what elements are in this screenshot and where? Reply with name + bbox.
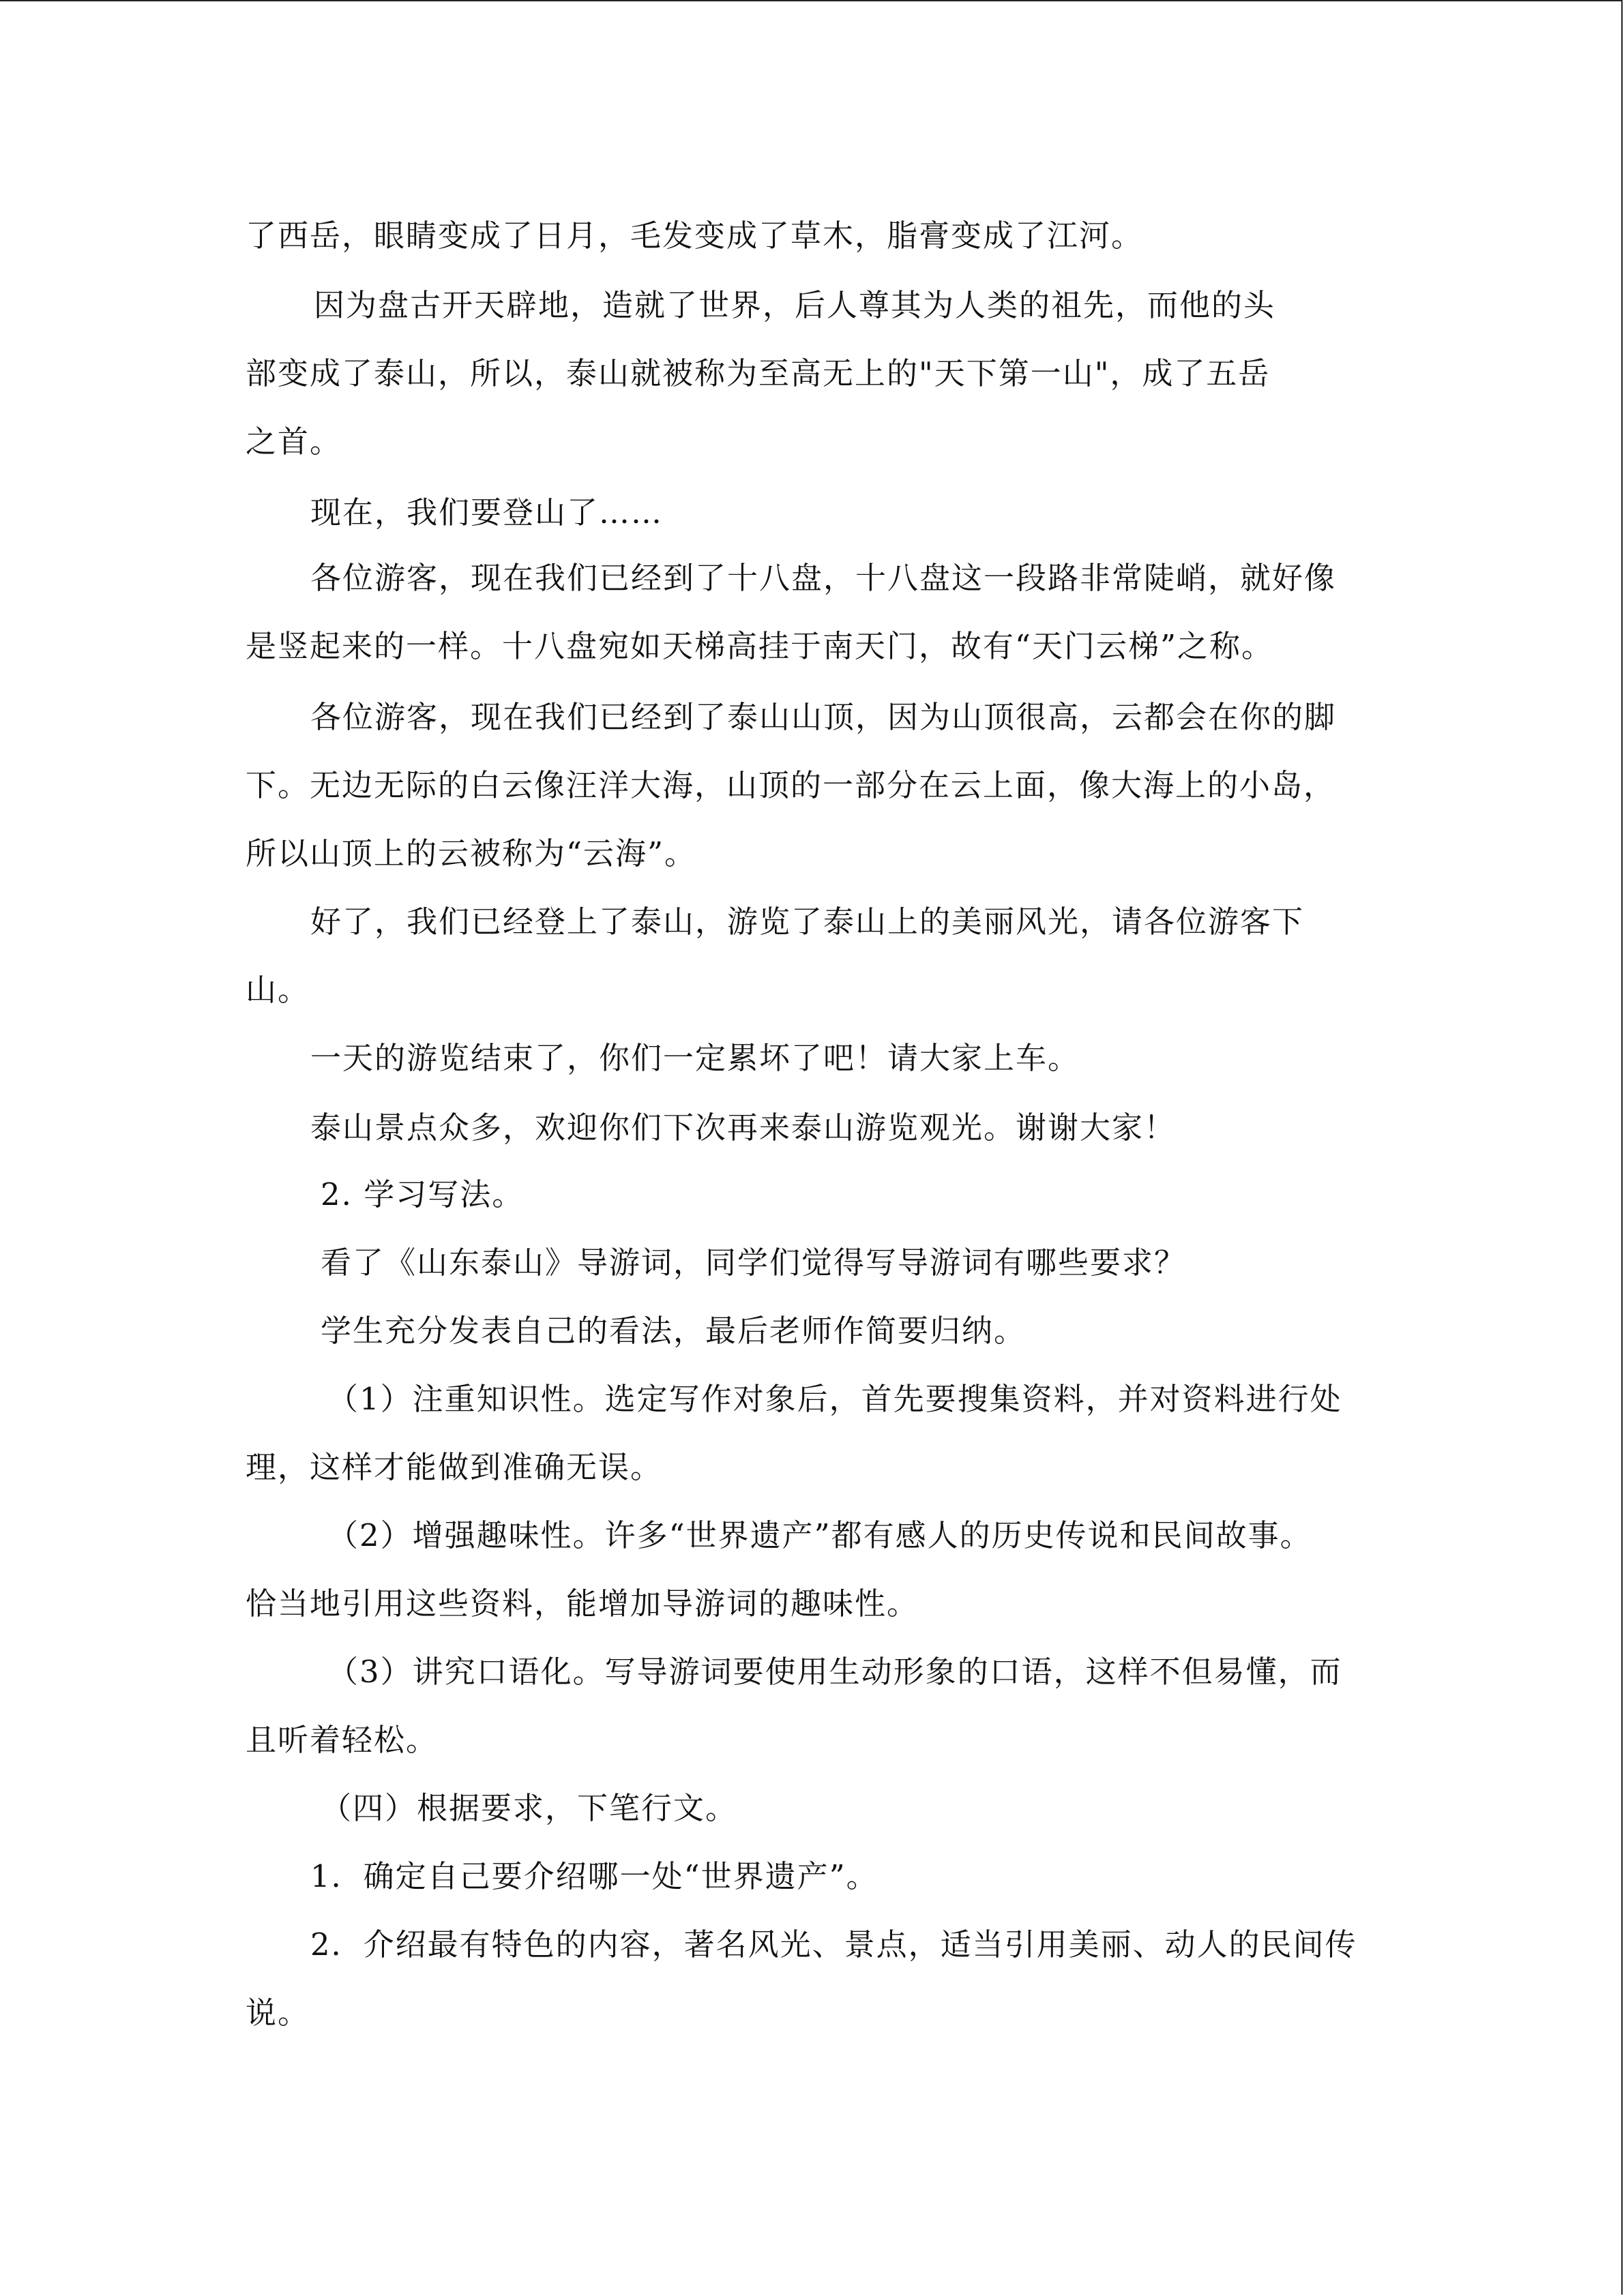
text-line: 且听着轻松。 <box>246 1722 439 1758</box>
text-line: 因为盘古开天辟地，造就了世界，后人尊其为人类的祖先，而他的头 <box>314 287 1276 323</box>
text-line: 下。无边无际的白云像汪洋大海，山顶的一部分在云上面，像大海上的小岛， <box>246 767 1336 803</box>
text-line: 2. 学习写法。 <box>321 1176 525 1212</box>
text-line: 部变成了泰山，所以，泰山就被称为至高无上的"天下第一山"，成了五岳 <box>246 355 1271 391</box>
text-line: 说。 <box>246 1995 310 2031</box>
text-line: 一天的游览结束了，你们一定累坏了吧！请大家上车。 <box>310 1040 1080 1076</box>
text-line: 所以山顶上的云被称为“云海”。 <box>246 835 697 871</box>
text-line: 山。 <box>246 972 310 1008</box>
text-line: 现在，我们要登山了…… <box>310 494 664 531</box>
text-line: 各位游客，现在我们已经到了十八盘，十八盘这一段路非常陡峭，就好像 <box>310 560 1337 596</box>
text-line: 2．介绍最有特色的内容，著名风光、景点，适当引用美丽、动人的民间传 <box>310 1926 1357 1963</box>
text-line: 好了，我们已经登上了泰山，游览了泰山上的美丽风光，请各位游客下 <box>310 904 1305 940</box>
text-line: （1）注重知识性。选定写作对象后，首先要搜集资料，并对资料进行处 <box>327 1381 1342 1417</box>
text-line: 1．确定自己要介绍哪一处“世界遗产”。 <box>310 1858 879 1894</box>
text-line: 理，这样才能做到准确无误。 <box>246 1449 663 1485</box>
text-line: （3）讲究口语化。写导游词要使用生动形象的口语，这样不但易懂，而 <box>327 1654 1342 1690</box>
text-line: 恰当地引用这些资料，能增加导游词的趣味性。 <box>246 1585 919 1622</box>
text-line: 看了《山东泰山》导游词，同学们觉得写导游词有哪些要求？ <box>321 1244 1187 1281</box>
text-line: （四）根据要求，下笔行文。 <box>321 1790 738 1826</box>
text-line: （2）增强趣味性。许多“世界遗产”都有感人的历史传说和民间故事。 <box>327 1517 1312 1553</box>
text-line: 各位游客，现在我们已经到了泰山山顶，因为山顶很高，云都会在你的脚 <box>310 699 1337 735</box>
text-line: 泰山景点众多，欢迎你们下次再来泰山游览观光。谢谢大家！ <box>310 1109 1177 1146</box>
text-line: 之首。 <box>246 423 342 460</box>
text-line: 学生充分发表自己的看法，最后老师作简要归纳。 <box>321 1313 1027 1349</box>
text-line: 了西岳，眼睛变成了日月，毛发变成了草木，脂膏变成了江河。 <box>246 218 1144 254</box>
text-line: 是竖起来的一样。十八盘宛如天梯高挂于南天门，故有“天门云梯”之称。 <box>246 628 1274 664</box>
